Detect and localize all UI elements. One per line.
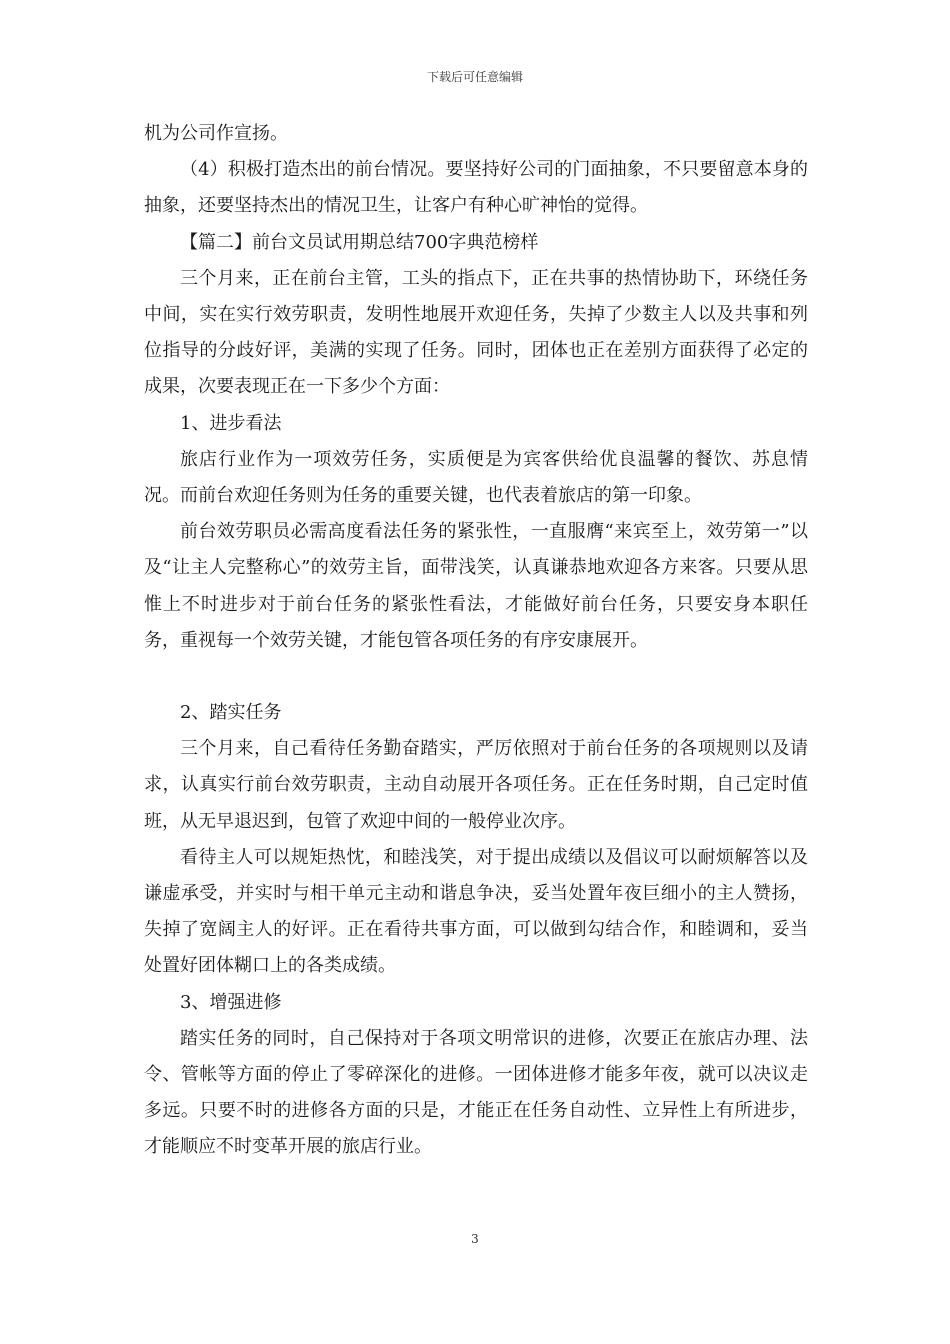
paragraph-learning: 踏实任务的同时，自己保持对于各项文明常识的进修，次要正在旅店办理、法令、管帐等方面的停止了零碎深化的进修。一团体进修才能多年夜，就可以决议走多远。只要不时的进修各方面的只是，才能正在任务自动性、立异性上有所进步，才能顺应不时变革开展的旅店行业。 (144, 1027, 808, 1158)
heading-1: 1、进步看法 (180, 412, 282, 434)
paragraph-guests: 看待主人可以规矩热忱，和睦浅笑，对于提出成绩以及倡议可以耐烦解答以及谦虚承受，并实时与相干单元主动和谐息争决，妥当处置年夜巨细小的主人赞扬，失掉了宽阔主人的好评。正在看待共事方面，可以做到勾结合作，和睦调和，妥当处置好团体糊口上的各类成绩。 (144, 846, 808, 977)
paragraph-front-desk-environment: （4）积极打造杰出的前台情况。要坚持好公司的门面抽象，不只要留意本身的抽象，还要坚持杰出的情况卫生，让客户有种心旷神怡的觉得。 (144, 159, 808, 217)
paragraph-hotel-industry: 旅店行业作为一项效劳任务，实质便是为宾客供给优良温馨的餐饮、苏息情况。而前台欢迎任务则为任务的重要关键，也代表着旅店的第一印象。 (144, 448, 808, 507)
header-note: 下载后可任意编辑 (426, 70, 523, 84)
paragraph-intro: 三个月来，正在前台主管，工头的指点下，正在共事的热情协助下，环绕任务中间，实在实行效劳职责，发明性地展开欢迎任务，失掉了少数主人以及共事和列位指导的分歧好评，美满的实现了任务。同时，团体也正在差别方面获得了必定的成果，次要表现正在一下多少个方面： (144, 267, 808, 398)
page-number: 3 (471, 1232, 479, 1246)
paragraph-continuation: 机为公司作宣扬。 (144, 123, 288, 144)
paragraph-service-staff: 前台效劳职员必需高度看法任务的紧张性，一直服膺“来宾至上，效劳第一”以及“让主人完整称心”的效劳主旨，面带浅笑，认真谦恭地欢迎各方来客。只要从思惟上不时进步对于前台任务的紧张性看法，才能做好前台任务，只要安身本职任务，重视每一个效劳关键，才能包管各项任务的有序安康展开。 (144, 521, 808, 651)
heading-2: 2、踏实任务 (180, 702, 282, 724)
heading-3: 3、增强进修 (180, 991, 282, 1013)
document-body (144, 116, 808, 1166)
paragraph-three-months: 三个月来，自己看待任务勤奋踏实，严厉依照对于前台任务的各项规则以及请求，认真实行前台效劳职责，主动自动展开各项任务。正在任务时期，自己定时值班，从无早退迟到，包管了欢迎中间的一般停业次序。 (144, 738, 808, 832)
blank-line (144, 659, 808, 695)
section-title: 【篇二】前台文员试用期总结700字典范榜样 (180, 231, 539, 253)
